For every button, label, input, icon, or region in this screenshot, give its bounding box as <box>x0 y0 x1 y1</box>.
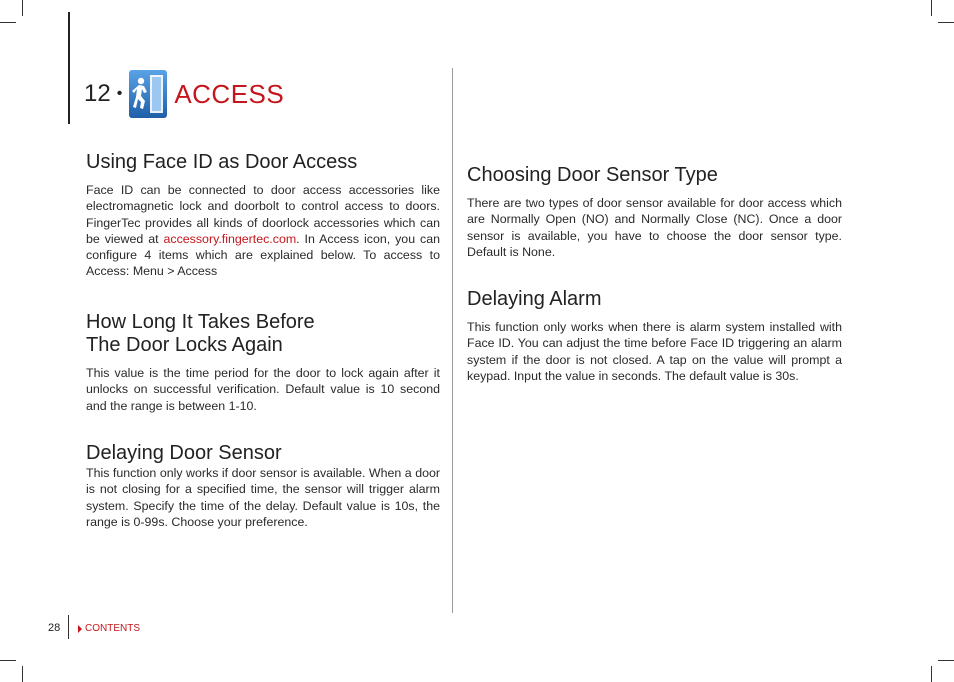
accessory-link[interactable]: accessory.fingertec.com <box>163 231 297 246</box>
chapter-number: 12 <box>84 80 111 107</box>
section-delaying-door-sensor <box>86 442 440 530</box>
body-text: Face ID can be connected to door access accessories like electromagnetic lock and doorbolt to control access to doors. FingerTec provides all kinds of doorlock accessories which can be viewed at <box>86 183 440 246</box>
section-body: This value is the time period for the door to lock again after it unlocks on successful verification. Default value is 10 second and the range is between 1-10. <box>86 366 440 413</box>
page-number: 28 <box>48 622 61 634</box>
section-face-id-door-access <box>86 151 440 280</box>
crop-mark <box>938 22 954 23</box>
footer-rule <box>68 615 69 639</box>
arrow-right-icon <box>78 625 82 633</box>
section-door-sensor-type <box>467 164 842 260</box>
chapter-header <box>84 68 284 120</box>
section-body: There are two types of door sensor available for door access which are Normally Open (NO) and Normally Close (NC). Once a door sensor is available, you have to choose the door sensor type. Default is None. <box>467 196 842 259</box>
heading-line: The Door Locks Again <box>86 334 283 356</box>
heading-line: How Long It Takes Before <box>86 311 315 333</box>
crop-mark <box>0 22 16 23</box>
section-heading: Delaying Alarm <box>467 288 602 310</box>
crop-mark <box>22 0 23 16</box>
section-body <box>86 182 440 280</box>
crop-mark <box>938 660 954 661</box>
crop-mark <box>931 0 932 16</box>
section-delaying-alarm <box>467 288 842 384</box>
crop-mark <box>0 660 16 661</box>
section-body: This function only works if door sensor is available. When a door is not closing for a specified time, the sensor will trigger alarm system. Specify the time of the delay. Default value is 10s, the range is 0-99s. Choose your preference. <box>86 466 440 529</box>
body-text: . In Access icon, you can configure 4 items which are explained below. To access to Access: Menu > Access <box>86 231 440 279</box>
contents-link[interactable] <box>78 623 140 634</box>
column-divider <box>452 68 453 613</box>
crop-mark <box>22 666 23 682</box>
chapter-separator: • <box>116 85 123 102</box>
section-heading <box>86 311 440 357</box>
contents-label: CONTENTS <box>85 623 140 634</box>
section-door-lock-time <box>86 311 440 414</box>
section-heading: Choosing Door Sensor Type <box>467 164 718 186</box>
left-margin-rule <box>68 12 70 124</box>
door-exit-icon <box>128 69 168 119</box>
chapter-title: ACCESS <box>174 78 285 109</box>
section-heading: Using Face ID as Door Access <box>86 151 358 173</box>
crop-mark <box>931 666 932 682</box>
section-body: This function only works when there is alarm system installed with Face ID. You can adjust the time before Face ID triggering an alarm system if the door is not closed. A tap on the value will prompt a keypad. Input the value in seconds. The default value is 30s. <box>467 320 842 383</box>
section-heading: Delaying Door Sensor <box>86 442 282 464</box>
